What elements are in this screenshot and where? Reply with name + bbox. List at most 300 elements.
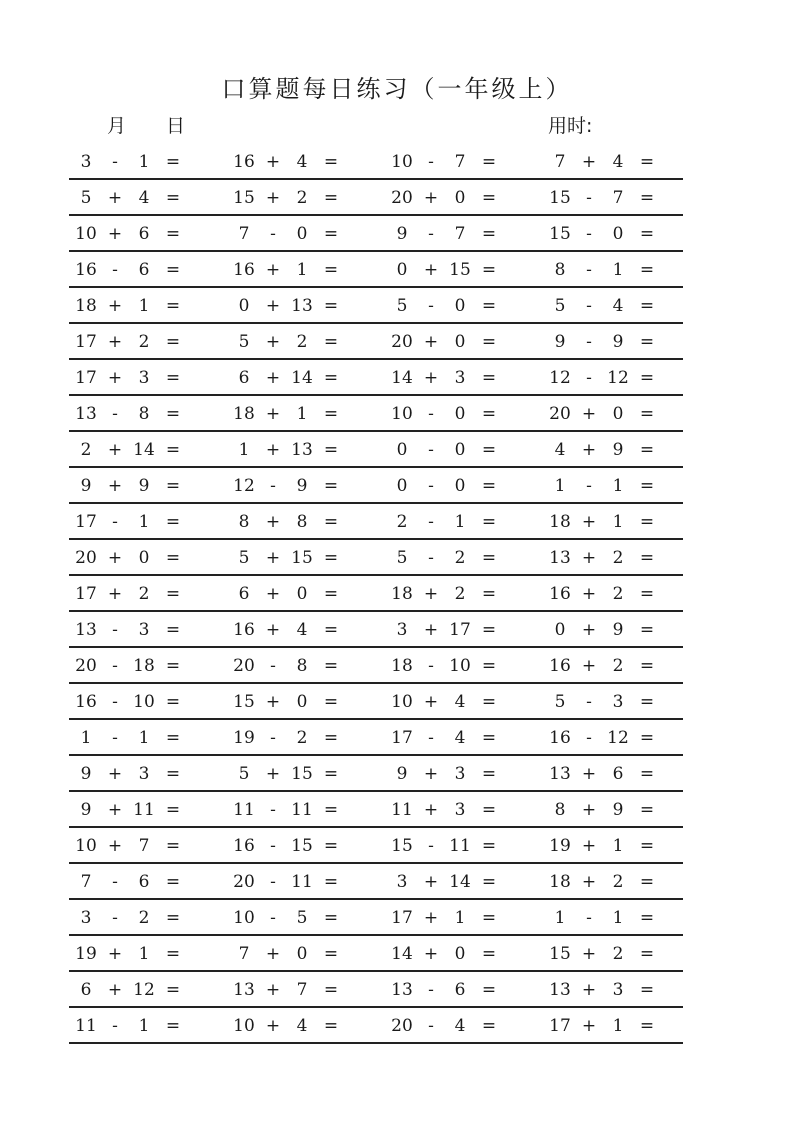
operand-b: 4 bbox=[454, 1016, 466, 1036]
operand-b: 2 bbox=[138, 332, 150, 352]
operand-a: 9 bbox=[396, 764, 408, 784]
operand-a: 20 bbox=[75, 548, 97, 568]
equals-sign: = bbox=[165, 368, 181, 388]
operand-b: 7 bbox=[612, 188, 624, 208]
operand-b: 1 bbox=[612, 1016, 624, 1036]
equals-sign: = bbox=[165, 512, 181, 532]
operand-b: 1 bbox=[612, 512, 624, 532]
equals-sign: = bbox=[639, 692, 655, 712]
equals-sign: = bbox=[639, 908, 655, 928]
operand-b: 2 bbox=[612, 872, 624, 892]
operand-a: 7 bbox=[80, 872, 92, 892]
operand-a: 9 bbox=[554, 332, 566, 352]
problem-row bbox=[69, 252, 683, 288]
problem-row bbox=[69, 216, 683, 252]
operand-a: 10 bbox=[233, 908, 255, 928]
operand-b: 1 bbox=[138, 296, 150, 316]
operand-a: 3 bbox=[396, 620, 408, 640]
operand-b: 4 bbox=[454, 692, 466, 712]
operand-a: 6 bbox=[80, 980, 92, 1000]
problem-row bbox=[69, 864, 683, 900]
page-title: 口算题每日练习（一年级上） bbox=[221, 75, 573, 103]
operand-b: 11 bbox=[291, 800, 313, 820]
operand-a: 13 bbox=[549, 980, 571, 1000]
equals-sign: = bbox=[481, 836, 497, 856]
operand-b: 2 bbox=[612, 584, 624, 604]
operand-a: 7 bbox=[238, 944, 250, 964]
operator: + bbox=[265, 584, 281, 604]
equals-sign: = bbox=[639, 368, 655, 388]
operator: - bbox=[428, 152, 434, 172]
problem-row bbox=[69, 180, 683, 216]
operator: - bbox=[586, 296, 592, 316]
operand-a: 7 bbox=[238, 224, 250, 244]
operator: - bbox=[586, 188, 592, 208]
operand-a: 1 bbox=[80, 728, 92, 748]
operator: + bbox=[423, 260, 439, 280]
operand-a: 10 bbox=[391, 152, 413, 172]
operand-b: 6 bbox=[454, 980, 466, 1000]
operator: - bbox=[428, 296, 434, 316]
operator: + bbox=[423, 584, 439, 604]
operand-b: 0 bbox=[454, 332, 466, 352]
equals-sign: = bbox=[481, 1016, 497, 1036]
equals-sign: = bbox=[639, 188, 655, 208]
operator: + bbox=[581, 656, 597, 676]
operand-a: 17 bbox=[391, 908, 413, 928]
operator: + bbox=[423, 368, 439, 388]
problem-row bbox=[69, 504, 683, 540]
operand-a: 20 bbox=[391, 1016, 413, 1036]
equals-sign: = bbox=[639, 404, 655, 424]
operand-b: 1 bbox=[138, 728, 150, 748]
operator: - bbox=[586, 224, 592, 244]
operand-a: 18 bbox=[549, 512, 571, 532]
problem-row bbox=[69, 540, 683, 576]
operand-b: 12 bbox=[607, 368, 629, 388]
problem-row bbox=[69, 972, 683, 1008]
operand-b: 3 bbox=[454, 368, 466, 388]
operator: - bbox=[586, 368, 592, 388]
operand-b: 12 bbox=[607, 728, 629, 748]
operand-a: 18 bbox=[549, 872, 571, 892]
operator: - bbox=[428, 1016, 434, 1036]
operand-b: 3 bbox=[138, 764, 150, 784]
operand-b: 2 bbox=[138, 908, 150, 928]
equals-sign: = bbox=[481, 764, 497, 784]
operator: - bbox=[270, 872, 276, 892]
operand-b: 3 bbox=[138, 368, 150, 388]
problem-row bbox=[69, 360, 683, 396]
operator: + bbox=[581, 548, 597, 568]
equals-sign: = bbox=[481, 476, 497, 496]
equals-sign: = bbox=[639, 224, 655, 244]
operand-b: 7 bbox=[296, 980, 308, 1000]
problem-row bbox=[69, 288, 683, 324]
operand-b: 3 bbox=[612, 980, 624, 1000]
operand-b: 14 bbox=[449, 872, 471, 892]
operator: - bbox=[586, 332, 592, 352]
problem-row bbox=[69, 324, 683, 360]
operand-b: 7 bbox=[138, 836, 150, 856]
operand-b: 15 bbox=[291, 836, 313, 856]
operand-a: 8 bbox=[554, 800, 566, 820]
operand-a: 16 bbox=[233, 620, 255, 640]
operator: - bbox=[112, 152, 118, 172]
operator: - bbox=[270, 728, 276, 748]
operator: - bbox=[428, 836, 434, 856]
equals-sign: = bbox=[323, 800, 339, 820]
problem-row bbox=[69, 792, 683, 828]
equals-sign: = bbox=[481, 332, 497, 352]
equals-sign: = bbox=[165, 224, 181, 244]
operand-a: 16 bbox=[75, 692, 97, 712]
equals-sign: = bbox=[323, 476, 339, 496]
operand-b: 0 bbox=[296, 944, 308, 964]
operand-a: 1 bbox=[238, 440, 250, 460]
operand-a: 17 bbox=[75, 368, 97, 388]
problem-row bbox=[69, 468, 683, 504]
operand-b: 9 bbox=[612, 800, 624, 820]
operand-b: 4 bbox=[296, 152, 308, 172]
equals-sign: = bbox=[165, 296, 181, 316]
operator: + bbox=[265, 260, 281, 280]
operand-b: 2 bbox=[296, 188, 308, 208]
operand-b: 1 bbox=[454, 512, 466, 532]
operand-b: 2 bbox=[138, 584, 150, 604]
operand-b: 0 bbox=[612, 224, 624, 244]
operand-b: 2 bbox=[454, 584, 466, 604]
operator: - bbox=[428, 656, 434, 676]
equals-sign: = bbox=[165, 908, 181, 928]
operator: - bbox=[586, 908, 592, 928]
equals-sign: = bbox=[639, 620, 655, 640]
operator: - bbox=[112, 908, 118, 928]
operator: - bbox=[270, 836, 276, 856]
equals-sign: = bbox=[323, 368, 339, 388]
operator: + bbox=[581, 980, 597, 1000]
operand-a: 0 bbox=[396, 476, 408, 496]
operator: + bbox=[423, 800, 439, 820]
operand-a: 9 bbox=[396, 224, 408, 244]
operand-a: 20 bbox=[391, 332, 413, 352]
operand-a: 8 bbox=[238, 512, 250, 532]
operator: + bbox=[107, 368, 123, 388]
operand-a: 1 bbox=[554, 908, 566, 928]
operand-a: 20 bbox=[233, 872, 255, 892]
operand-a: 12 bbox=[549, 368, 571, 388]
day-label: 日 bbox=[166, 115, 186, 137]
operand-b: 2 bbox=[296, 728, 308, 748]
operand-b: 0 bbox=[454, 404, 466, 424]
operator: + bbox=[107, 548, 123, 568]
operand-b: 15 bbox=[291, 764, 313, 784]
equals-sign: = bbox=[323, 152, 339, 172]
operand-b: 18 bbox=[133, 656, 155, 676]
operand-b: 3 bbox=[138, 620, 150, 640]
operator: - bbox=[112, 692, 118, 712]
operand-b: 4 bbox=[296, 620, 308, 640]
equals-sign: = bbox=[481, 188, 497, 208]
operator: - bbox=[270, 656, 276, 676]
operator: + bbox=[265, 944, 281, 964]
operand-a: 7 bbox=[554, 152, 566, 172]
equals-sign: = bbox=[165, 152, 181, 172]
equals-sign: = bbox=[323, 908, 339, 928]
equals-sign: = bbox=[639, 296, 655, 316]
equals-sign: = bbox=[165, 260, 181, 280]
operand-b: 1 bbox=[138, 152, 150, 172]
operand-b: 12 bbox=[133, 980, 155, 1000]
equals-sign: = bbox=[481, 152, 497, 172]
operator: + bbox=[107, 224, 123, 244]
operand-b: 1 bbox=[296, 260, 308, 280]
operator: + bbox=[423, 332, 439, 352]
operand-b: 0 bbox=[454, 188, 466, 208]
operator: + bbox=[107, 764, 123, 784]
operand-b: 9 bbox=[296, 476, 308, 496]
operand-a: 2 bbox=[396, 512, 408, 532]
equals-sign: = bbox=[639, 584, 655, 604]
operator: + bbox=[581, 872, 597, 892]
operand-a: 3 bbox=[80, 152, 92, 172]
operator: + bbox=[265, 152, 281, 172]
equals-sign: = bbox=[323, 548, 339, 568]
operand-a: 13 bbox=[233, 980, 255, 1000]
equals-sign: = bbox=[481, 368, 497, 388]
equals-sign: = bbox=[323, 620, 339, 640]
operand-b: 1 bbox=[296, 404, 308, 424]
operand-a: 5 bbox=[396, 296, 408, 316]
operator: - bbox=[270, 224, 276, 244]
operand-a: 5 bbox=[238, 332, 250, 352]
operand-a: 16 bbox=[233, 260, 255, 280]
operand-a: 13 bbox=[391, 980, 413, 1000]
operand-b: 4 bbox=[138, 188, 150, 208]
operand-a: 10 bbox=[391, 692, 413, 712]
operator: - bbox=[586, 260, 592, 280]
operand-a: 17 bbox=[75, 584, 97, 604]
equals-sign: = bbox=[323, 872, 339, 892]
operator: + bbox=[265, 980, 281, 1000]
operator: + bbox=[107, 296, 123, 316]
operator: + bbox=[581, 512, 597, 532]
equals-sign: = bbox=[165, 476, 181, 496]
problem-grid bbox=[69, 144, 683, 1044]
operand-a: 13 bbox=[75, 404, 97, 424]
operator: + bbox=[581, 1016, 597, 1036]
operand-b: 13 bbox=[291, 440, 313, 460]
equals-sign: = bbox=[323, 692, 339, 712]
operand-a: 13 bbox=[549, 764, 571, 784]
problem-row bbox=[69, 828, 683, 864]
equals-sign: = bbox=[481, 908, 497, 928]
equals-sign: = bbox=[323, 728, 339, 748]
operand-b: 11 bbox=[133, 800, 155, 820]
operand-b: 9 bbox=[612, 332, 624, 352]
operator: + bbox=[107, 332, 123, 352]
operator: + bbox=[423, 908, 439, 928]
equals-sign: = bbox=[165, 548, 181, 568]
operator: + bbox=[423, 620, 439, 640]
operand-b: 6 bbox=[612, 764, 624, 784]
operand-b: 7 bbox=[454, 152, 466, 172]
operator: + bbox=[581, 152, 597, 172]
operand-a: 16 bbox=[549, 728, 571, 748]
operator: + bbox=[581, 404, 597, 424]
operator: + bbox=[107, 584, 123, 604]
operand-b: 2 bbox=[612, 656, 624, 676]
operator: + bbox=[107, 800, 123, 820]
operand-b: 0 bbox=[454, 476, 466, 496]
equals-sign: = bbox=[639, 548, 655, 568]
problem-row bbox=[69, 576, 683, 612]
operand-b: 17 bbox=[449, 620, 471, 640]
operand-a: 0 bbox=[554, 620, 566, 640]
problem-row bbox=[69, 936, 683, 972]
operand-a: 1 bbox=[554, 476, 566, 496]
month-label: 月 bbox=[107, 115, 127, 137]
equals-sign: = bbox=[165, 584, 181, 604]
equals-sign: = bbox=[323, 260, 339, 280]
operand-a: 5 bbox=[554, 296, 566, 316]
operand-b: 6 bbox=[138, 224, 150, 244]
equals-sign: = bbox=[639, 1016, 655, 1036]
operand-a: 15 bbox=[549, 944, 571, 964]
equals-sign: = bbox=[639, 872, 655, 892]
equals-sign: = bbox=[481, 440, 497, 460]
equals-sign: = bbox=[639, 332, 655, 352]
operator: + bbox=[107, 980, 123, 1000]
operator: + bbox=[107, 836, 123, 856]
equals-sign: = bbox=[323, 980, 339, 1000]
operand-a: 20 bbox=[75, 656, 97, 676]
operator: + bbox=[107, 188, 123, 208]
operand-a: 4 bbox=[554, 440, 566, 460]
operand-a: 13 bbox=[75, 620, 97, 640]
operator: - bbox=[428, 440, 434, 460]
operand-b: 6 bbox=[138, 872, 150, 892]
equals-sign: = bbox=[481, 224, 497, 244]
equals-sign: = bbox=[323, 440, 339, 460]
operand-b: 2 bbox=[612, 944, 624, 964]
operand-a: 10 bbox=[75, 224, 97, 244]
equals-sign: = bbox=[481, 260, 497, 280]
operand-a: 11 bbox=[391, 800, 413, 820]
operator: + bbox=[581, 584, 597, 604]
equals-sign: = bbox=[165, 620, 181, 640]
problem-row bbox=[69, 612, 683, 648]
operand-b: 15 bbox=[291, 548, 313, 568]
equals-sign: = bbox=[639, 260, 655, 280]
operator: - bbox=[112, 404, 118, 424]
equals-sign: = bbox=[323, 764, 339, 784]
operand-a: 16 bbox=[549, 656, 571, 676]
operator: - bbox=[112, 260, 118, 280]
operand-a: 15 bbox=[233, 692, 255, 712]
operand-a: 11 bbox=[233, 800, 255, 820]
equals-sign: = bbox=[165, 836, 181, 856]
equals-sign: = bbox=[165, 764, 181, 784]
operand-a: 14 bbox=[391, 368, 413, 388]
equals-sign: = bbox=[481, 872, 497, 892]
operand-a: 18 bbox=[391, 584, 413, 604]
operand-b: 9 bbox=[612, 440, 624, 460]
operand-a: 16 bbox=[233, 152, 255, 172]
operand-b: 1 bbox=[138, 512, 150, 532]
operand-a: 16 bbox=[233, 836, 255, 856]
operand-b: 14 bbox=[291, 368, 313, 388]
equals-sign: = bbox=[323, 512, 339, 532]
operand-b: 3 bbox=[454, 800, 466, 820]
operator: + bbox=[581, 764, 597, 784]
equals-sign: = bbox=[639, 800, 655, 820]
operand-b: 4 bbox=[612, 152, 624, 172]
operand-a: 9 bbox=[80, 476, 92, 496]
operand-b: 8 bbox=[296, 656, 308, 676]
operand-a: 5 bbox=[396, 548, 408, 568]
equals-sign: = bbox=[481, 584, 497, 604]
operator: + bbox=[265, 692, 281, 712]
operator: + bbox=[423, 872, 439, 892]
equals-sign: = bbox=[639, 152, 655, 172]
operator: + bbox=[581, 620, 597, 640]
operator: - bbox=[270, 908, 276, 928]
equals-sign: = bbox=[639, 728, 655, 748]
operand-a: 5 bbox=[238, 548, 250, 568]
operand-a: 3 bbox=[396, 872, 408, 892]
problem-row bbox=[69, 432, 683, 468]
operand-b: 5 bbox=[296, 908, 308, 928]
equals-sign: = bbox=[165, 188, 181, 208]
operand-b: 4 bbox=[296, 1016, 308, 1036]
operand-a: 17 bbox=[391, 728, 413, 748]
operand-b: 1 bbox=[612, 908, 624, 928]
equals-sign: = bbox=[165, 800, 181, 820]
operator: + bbox=[265, 764, 281, 784]
operand-b: 6 bbox=[138, 260, 150, 280]
operator: - bbox=[428, 224, 434, 244]
equals-sign: = bbox=[639, 476, 655, 496]
operand-a: 18 bbox=[391, 656, 413, 676]
operator: + bbox=[107, 944, 123, 964]
operator: - bbox=[428, 476, 434, 496]
operand-a: 9 bbox=[80, 800, 92, 820]
operand-b: 11 bbox=[449, 836, 471, 856]
equals-sign: = bbox=[165, 332, 181, 352]
operator: + bbox=[265, 296, 281, 316]
operand-a: 20 bbox=[549, 404, 571, 424]
problem-row bbox=[69, 648, 683, 684]
equals-sign: = bbox=[481, 800, 497, 820]
operand-b: 9 bbox=[138, 476, 150, 496]
operand-a: 0 bbox=[396, 440, 408, 460]
operand-b: 0 bbox=[454, 296, 466, 316]
operator: + bbox=[265, 440, 281, 460]
equals-sign: = bbox=[639, 836, 655, 856]
operand-a: 11 bbox=[75, 1016, 97, 1036]
operand-b: 0 bbox=[296, 224, 308, 244]
operator: - bbox=[112, 512, 118, 532]
equals-sign: = bbox=[639, 980, 655, 1000]
operator: + bbox=[265, 188, 281, 208]
operator: - bbox=[428, 404, 434, 424]
equals-sign: = bbox=[639, 656, 655, 676]
operand-b: 10 bbox=[133, 692, 155, 712]
operand-b: 1 bbox=[138, 1016, 150, 1036]
operator: + bbox=[265, 548, 281, 568]
operator: - bbox=[270, 800, 276, 820]
